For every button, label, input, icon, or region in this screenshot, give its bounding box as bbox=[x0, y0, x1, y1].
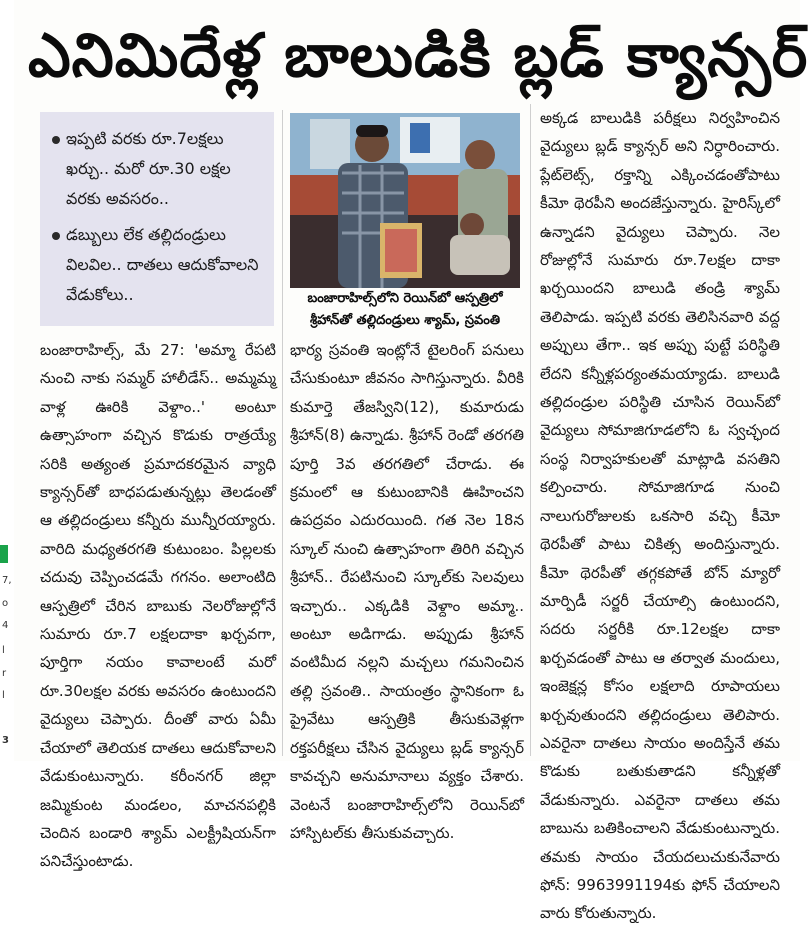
edge-fragment: 3 bbox=[2, 735, 9, 746]
green-marker bbox=[0, 545, 8, 563]
highlight-text: డబ్బులు లేక తల్లిదండ్రులు విలవిల.. దాతలు ఆదుకోవాలని వేడుకోలు.. bbox=[66, 225, 259, 304]
article-column-2 bbox=[290, 336, 524, 842]
news-photo bbox=[290, 113, 520, 288]
adjacent-article-edge bbox=[0, 0, 14, 761]
edge-fragment: o bbox=[2, 598, 9, 609]
edge-fragment: r bbox=[2, 668, 7, 679]
edge-fragment: 7, bbox=[2, 575, 12, 586]
article-column-1 bbox=[40, 336, 276, 871]
article-column-3 bbox=[540, 104, 780, 923]
highlight-item bbox=[50, 220, 264, 310]
article-paragraph: భార్య స్రవంతి ఇంట్లోనే టైలరింగ్ పనులు చేసుకుంటూ జీవనం సాగిస్తున్నారు. వీరికి కుమార్తె తేజస్విని(12), కుమారుడు శ్రీహాన్(8) ఉన్నాడు. శ్రీహాన్ రెండో తరగతి పూర్తి 3వ తరగతిలో చేరాడు. ఈ క్రమంలో ఆ కుటుంబానికి ఊహించని ఉపద్రవం ఎదురయింది. గత నెల 18న స్కూల్ నుంచి ఉత్సాహంగా తిరిగి వచ్చిన శ్రీహాన్.. రేపటినుంచి స్కూల్‌కు సెలవులు ఇచ్చారు.. ఎక్కడికి వెళ్దాం అమ్మా.. అంటూ అడిగాడు. అప్పుడు శ్రీహాన్ వంటిమీద నల్లని మచ్చలు గమనించిన తల్లి స్రవంతి.. సాయంత్రం స్థానికంగా ఓ ప్రైవేటు ఆస్పత్రికి తీసుకువెళ్లగా రక్తపరీక్షలు చేసిన వైద్యులు బ్లడ్ క్యాన్సర్ కావచ్చని అనుమానాలు వ్యక్తం చేశారు. వెంటనే బంజారాహిల్స్‌లోని రెయిన్‌బో హాస్పిటల్‌కు తీసుకువచ్చారు. bbox=[290, 341, 524, 842]
edge-fragment: l bbox=[2, 690, 5, 701]
article-paragraph: అక్కడ బాలుడికి పరీక్షలు నిర్వహించిన వైద్యులు బ్లడ్ క్యాన్సర్ అని నిర్ధారించారు. ప్లేట్‌లెట్స్, రక్తాన్ని ఎక్కించడంతోపాటు కీమో థెరపీని అందజేస్తున్నారు. హైరిస్క్‌లో ఉన్నాడని వైద్యులు చెప్పారు. నెల రోజుల్లోనే సుమారు రూ.7లక్షల దాకా ఖర్చయిందని బాలుడి తండ్రి శ్యామ్ తెలిపాడు. ఇప్పటి వరకు తెలిసినవారి వద్ద అప్పులు తేగా.. ఇక అప్పు పుట్టే పరిస్థితి లేదని కన్నీళ్లపర్యంతమయ్యాడు. బాలుడి తల్లిదండ్రుల పరిస్థితి చూసిన రెయిన్‌బో వైద్యులు సోమాజిగూడలోని ఓ స్వచ్ఛంద సంస్థ నిర్వాహకులతో మాట్లాడి వసతిని కల్పించారు. సోమాజిగూడ నుంచి నాలుగురోజులకు ఒకసారి వచ్చి కీమో థెరపీతో పాటు చికిత్స అందిస్తున్నారు. కీమో థెరపీతో తగ్గకపోతే బోన్ మ్యారో మార్పిడీ సర్జరీ చేయాల్సి ఉంటుందని, సదరు సర్జరీకి రూ.12లక్షల దాకా ఖర్చవడంతో పాటు ఆ తర్వాత మందులు, ఇంజెక్షన్ల కోసం లక్షలాది రూపాయలు ఖర్చవుతుందని తల్లిదండ్రులు తెలిపారు. ఎవరైనా దాతలు సాయం అందిస్తేనే తమ కొడుకు బతుకుతాడని కన్నీళ్లతో వేడుకున్నారు. ఎవరైనా దాతలు తమ బాబును బతికించాలని వేడుకుంటున్నారు. తమకు సాయం చేయదలుచుకునేవారు ఫోన్: 9963991194కు ఫోన్ చేయాలని వారు కోరుతున్నారు. bbox=[540, 109, 780, 923]
article-paragraph: బంజారాహిల్స్, మే 27: 'అమ్మా రేపటి నుంచి నాకు సమ్మర్ హాలీడేస్.. అమ్మమ్మ వాళ్ల ఊరికి వెళ్దాం..' అంటూ ఉత్సాహంగా వచ్చిన కొడుకు రాత్రయ్యే సరికి అత్యంత ప్రమాదకరమైన వ్యాధి క్యాన్సర్‌తో బాధపడుతున్నట్లు తెలడంతో ఆ తల్లిదండ్రులు కన్నీరు మున్నీరయ్యారు. వారిది మధ్యతరగతి కుటుంబం. పిల్లలకు చదువు చెప్పించడమే గగనం. అలాంటిది ఆస్పత్రిలో చేరిన బాబుకు నెలరోజుల్లోనే సుమారు రూ.7 లక్షలదాకా ఖర్చవగా, పూర్తిగా నయం కావాలంటే మరో రూ.30లక్షల వరకు అవసరం ఉంటుందని వైద్యులు చెప్పారు. దీంతో వారు ఏమీ చేయాలో తెలియక దాతలు ఆదుకోవాలని వేడుకుంటున్నారు. కరీంనగర్ జిల్లా జమ్మికుంట మండలం, మాచనపల్లికి చెందిన బండారి శ్యామ్ ఎలక్ట్రీషియన్‌గా పనిచేస్తుంటాడు. bbox=[40, 341, 276, 871]
column-divider bbox=[282, 110, 283, 756]
column-divider bbox=[530, 104, 531, 756]
highlights-box bbox=[40, 112, 274, 326]
bullet-icon bbox=[52, 232, 60, 240]
edge-fragment: l bbox=[2, 645, 5, 656]
photo-parents-with-child-icon bbox=[290, 113, 520, 288]
bullet-icon bbox=[52, 136, 60, 144]
edge-fragment: 4 bbox=[2, 620, 9, 631]
photo-caption: బంజారాహిల్స్‌లోని రెయిన్‌బో ఆస్పత్రిలో శ్రీహాన్‌తో తల్లిదండ్రులు శ్యామ్, స్రవంతి bbox=[290, 288, 520, 334]
highlight-text: ఇప్పటి వరకు రూ.7లక్షలు ఖర్చు.. మరో రూ.30 లక్షల వరకు అవసరం.. bbox=[66, 129, 231, 208]
highlight-item bbox=[50, 124, 264, 214]
headline: ఎనిమిదేళ్ల బాలుడికి బ్లడ్ క్యాన్సర్ bbox=[28, 21, 808, 91]
